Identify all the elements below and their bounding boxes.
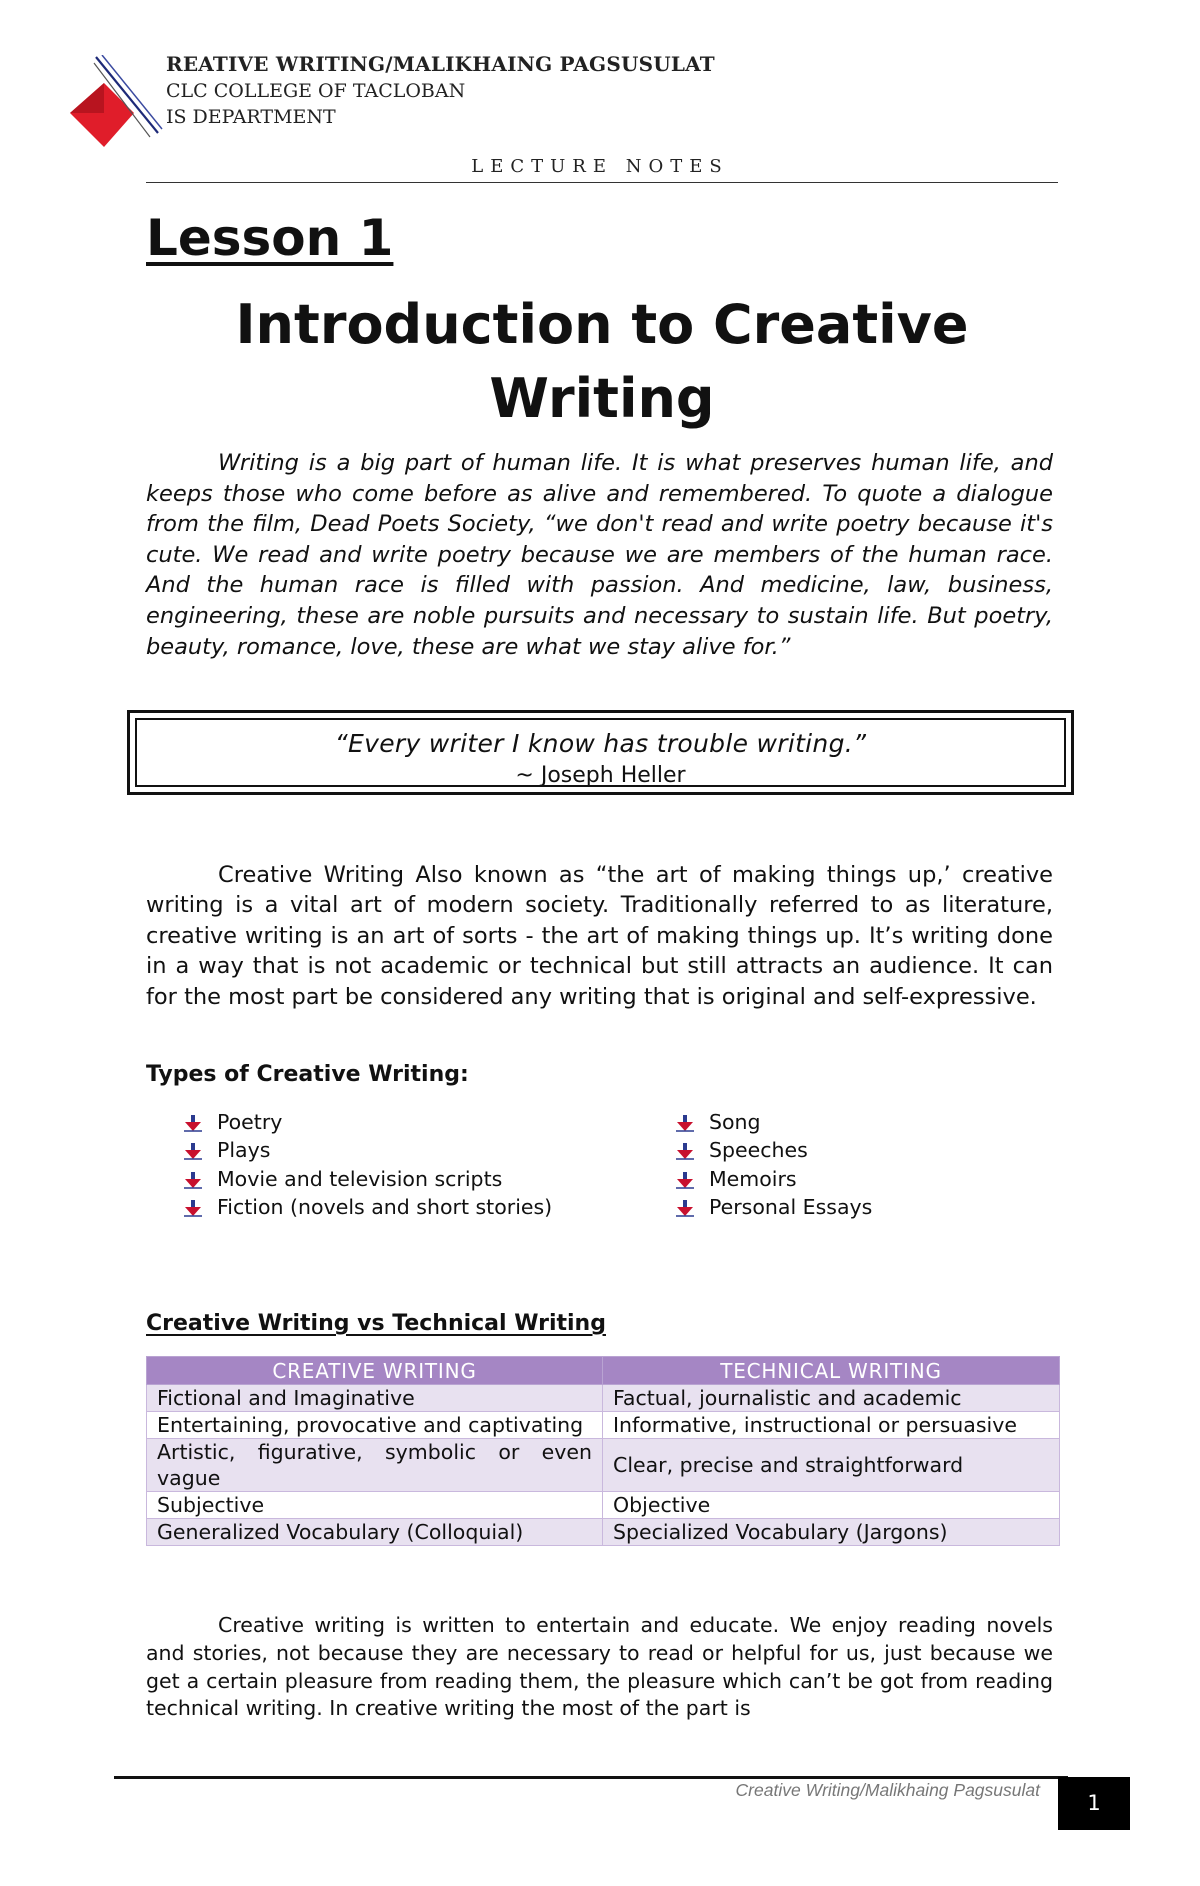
department-name: IS DEPARTMENT xyxy=(166,106,336,128)
page-number: 1 xyxy=(1058,1777,1130,1830)
down-arrow-bullet-icon xyxy=(184,1114,202,1132)
list-item xyxy=(676,1193,1056,1221)
table-cell: Informative, instructional or persuasive xyxy=(603,1412,1060,1439)
list-item xyxy=(184,1136,566,1164)
quote-box xyxy=(127,710,1074,795)
table-cell: Clear, precise and straightforward xyxy=(603,1439,1060,1492)
table-cell: Artistic, figurative, symbolic or even vague xyxy=(147,1439,603,1492)
list-item xyxy=(184,1193,566,1221)
list-item-label: Personal Essays xyxy=(709,1194,873,1219)
list-item-label: Song xyxy=(709,1110,761,1134)
header-divider xyxy=(146,182,1058,183)
column-header-creative: CREATIVE WRITING xyxy=(147,1357,603,1385)
down-arrow-bullet-icon xyxy=(184,1142,202,1160)
types-list-left xyxy=(184,1108,566,1221)
list-item xyxy=(676,1108,1056,1136)
down-arrow-bullet-icon xyxy=(676,1142,694,1160)
quote-author: ~ Joseph Heller xyxy=(515,763,686,788)
list-item xyxy=(676,1136,1056,1164)
types-heading: Types of Creative Writing: xyxy=(146,1062,469,1087)
table-row xyxy=(147,1385,1060,1412)
down-arrow-bullet-icon xyxy=(184,1171,202,1189)
table-row xyxy=(147,1492,1060,1519)
table-cell: Subjective xyxy=(147,1492,603,1519)
table-row xyxy=(147,1519,1060,1546)
table-cell: Specialized Vocabulary (Jargons) xyxy=(603,1519,1060,1546)
table-cell: Objective xyxy=(603,1492,1060,1519)
comparison-table xyxy=(146,1356,1060,1546)
down-arrow-bullet-icon xyxy=(676,1199,694,1217)
down-arrow-bullet-icon xyxy=(676,1114,694,1132)
comparison-heading: Creative Writing vs Technical Writing xyxy=(146,1311,606,1336)
college-name: CLC COLLEGE OF TACLOBAN xyxy=(166,80,466,102)
list-item xyxy=(184,1165,566,1193)
closing-paragraph: Creative writing is written to entertain and educate. We enjoy reading novels and stories, not because they are necessary to read or helpful for us, just because we get a certain pleasure from reading them, the pleasure which can’t be got from reading technical writing. In creative writing the most of the part is xyxy=(146,1613,1053,1721)
definition-paragraph: Creative Writing Also known as “the art of making things up,’ creative writing is a vital art of modern society. Traditionally referred to as literature, creative writing is an art of sorts - the art of making things up. It’s writing done in a way that is not academic or technical but still attracts an audience. It can for the most part be considered any writing that is original and self-expressive. xyxy=(146,862,1053,1010)
list-item xyxy=(184,1108,566,1136)
page-title: Introduction to Creative Writing xyxy=(235,293,969,430)
quote-text: “Every writer I know has trouble writing.” xyxy=(334,729,867,758)
course-title: REATIVE WRITING/MALIKHAING PAGSUSULAT xyxy=(166,52,715,76)
table-cell: Fictional and Imaginative xyxy=(147,1385,603,1412)
down-arrow-bullet-icon xyxy=(184,1199,202,1217)
table-cell: Generalized Vocabulary (Colloquial) xyxy=(147,1519,603,1546)
list-item-label: Fiction (novels and short stories) xyxy=(217,1194,553,1219)
down-arrow-bullet-icon xyxy=(676,1171,694,1189)
list-item-label: Plays xyxy=(217,1138,271,1163)
lesson-label: Lesson 1 xyxy=(146,209,394,267)
list-item-label: Movie and television scripts xyxy=(217,1166,503,1191)
table-cell: Entertaining, provocative and captivating xyxy=(147,1412,603,1439)
table-row xyxy=(147,1412,1060,1439)
intro-paragraph: Writing is a big part of human life. It is what preserves human life, and keeps those who come before as alive and remembered. To quote a dialogue from the film, Dead Poets Society, “we don't read and write poetry because it's cute. We read and write poetry because we are members of the human race. And the human race is filled with passion. And medicine, law, business, engineering, these are noble pursuits and necessary to sustain life. But poetry, beauty, romance, love, these are what we stay alive for.” xyxy=(146,450,1053,660)
institution-header xyxy=(166,50,715,130)
table-cell: Factual, journalistic and academic xyxy=(603,1385,1060,1412)
list-item-label: Poetry xyxy=(217,1110,283,1134)
footer-text: Creative Writing/Malikhaing Pagsusulat xyxy=(735,1780,1040,1800)
types-list-right xyxy=(676,1108,1056,1221)
table-row xyxy=(147,1439,1060,1492)
table-header-row xyxy=(147,1357,1060,1385)
column-header-technical: TECHNICAL WRITING xyxy=(603,1357,1060,1385)
list-item-label: Memoirs xyxy=(709,1166,797,1191)
list-item xyxy=(676,1165,1056,1193)
list-item-label: Speeches xyxy=(709,1138,808,1163)
section-label: LECTURE NOTES xyxy=(471,156,729,177)
diamond-quill-logo-icon xyxy=(66,55,166,155)
